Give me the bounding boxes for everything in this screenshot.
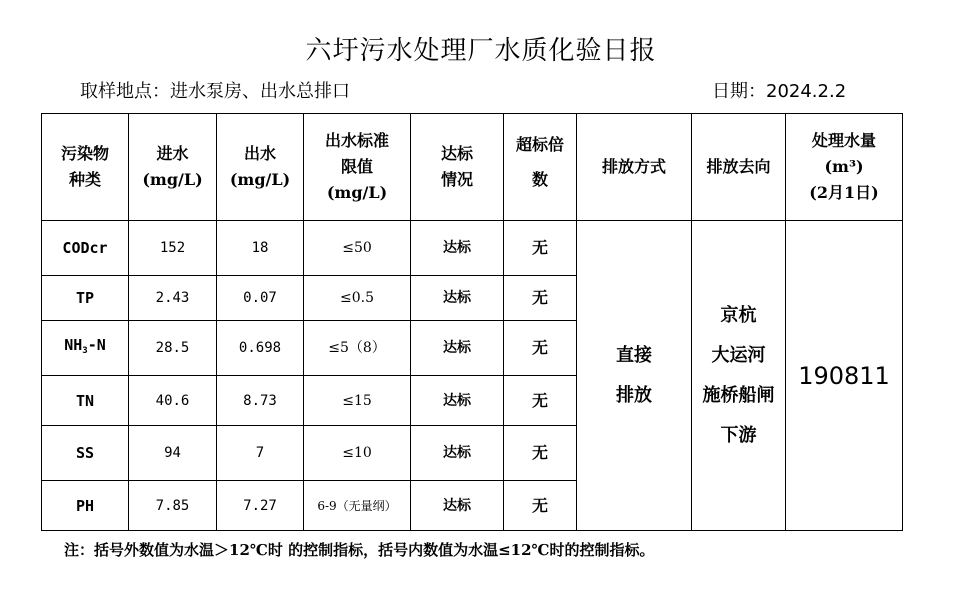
- status-value: 达标: [411, 376, 504, 426]
- table-row: [42, 221, 903, 276]
- inflow-value: 94: [129, 426, 217, 481]
- inflow-value: 28.5: [129, 321, 217, 376]
- header-method: 排放方式: [577, 114, 692, 221]
- report-title: 六圩污水处理厂水质化验日报: [305, 36, 657, 66]
- pollutant-name: $NH_3-N$: [42, 321, 129, 376]
- header-row: [42, 114, 903, 221]
- discharge-method: 直接 排放: [577, 221, 692, 531]
- treated-volume: 190811: [786, 221, 903, 531]
- status-value: 达标: [411, 221, 504, 276]
- header-standard: 出水标准 限值 (mg/L): [304, 114, 411, 221]
- pollutant-name: TN: [42, 376, 129, 426]
- report-date: 日期：2024.2.2: [712, 81, 847, 102]
- outflow-value: 7: [217, 426, 304, 481]
- pollutant-name: CODcr: [42, 221, 129, 276]
- header-status: 达标 情况: [411, 114, 504, 221]
- pollutant-name: TP: [42, 276, 129, 321]
- discharge-destination: 京杭 大运河 施桥船闸 下游: [692, 221, 786, 531]
- header-pollutant: 污染物 种类: [42, 114, 129, 221]
- status-value: 达标: [411, 426, 504, 481]
- exceed-value: 无: [504, 481, 577, 531]
- exceed-value: 无: [504, 426, 577, 481]
- exceed-value: 无: [504, 221, 577, 276]
- header-destination: 排放去向: [692, 114, 786, 221]
- exceed-value: 无: [504, 276, 577, 321]
- exceed-value: 无: [504, 321, 577, 376]
- sampling-location: 取样地点：进水泵房、出水总排口: [80, 81, 350, 102]
- standard-limit: ≤0.5: [304, 276, 411, 321]
- status-value: 达标: [411, 481, 504, 531]
- water-quality-table: [41, 113, 903, 531]
- outflow-value: 7.27: [217, 481, 304, 531]
- header-outflow: 出水 (mg/L): [217, 114, 304, 221]
- standard-limit: ≤15: [304, 376, 411, 426]
- outflow-value: 0.698: [217, 321, 304, 376]
- inflow-value: 2.43: [129, 276, 217, 321]
- pollutant-name: SS: [42, 426, 129, 481]
- footnote: 注：括号外数值为水温＞12℃时 的控制指标，括号内数值为水温≤12℃时的控制指标。: [64, 541, 655, 559]
- standard-limit: 6-9（无量纲）: [304, 481, 411, 531]
- standard-limit: ≤5（8）: [304, 321, 411, 376]
- status-value: 达标: [411, 321, 504, 376]
- header-volume: 处理水量 (m³) (2月1日): [786, 114, 903, 221]
- inflow-value: 152: [129, 221, 217, 276]
- outflow-value: 18: [217, 221, 304, 276]
- standard-limit: ≤50: [304, 221, 411, 276]
- standard-limit: ≤10: [304, 426, 411, 481]
- outflow-value: 0.07: [217, 276, 304, 321]
- outflow-value: 8.73: [217, 376, 304, 426]
- exceed-value: 无: [504, 376, 577, 426]
- header-inflow: 进水 (mg/L): [129, 114, 217, 221]
- pollutant-name: PH: [42, 481, 129, 531]
- header-exceed: 超标倍 数: [504, 114, 577, 221]
- inflow-value: 7.85: [129, 481, 217, 531]
- inflow-value: 40.6: [129, 376, 217, 426]
- status-value: 达标: [411, 276, 504, 321]
